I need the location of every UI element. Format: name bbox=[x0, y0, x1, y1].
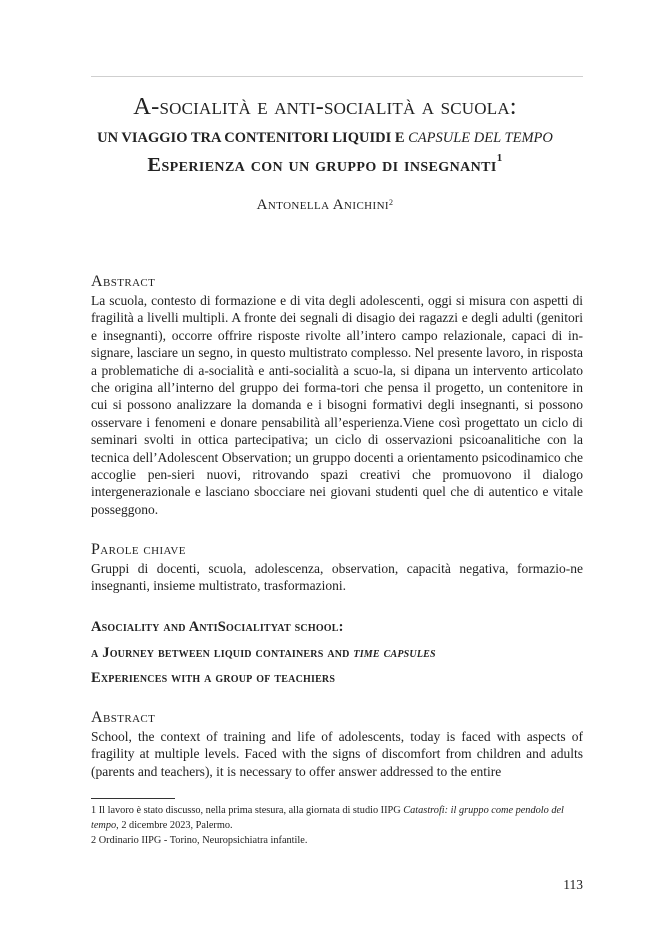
english-title-line2-italic: time capsules bbox=[353, 645, 436, 661]
keywords-heading: Parole chiave bbox=[91, 541, 186, 558]
footnote-1-plain: 1 Il lavoro è stato discusso, nella prima stesura, alla giornata di studio IIPG bbox=[91, 805, 404, 816]
author-name: Antonella Anichini bbox=[256, 197, 389, 213]
article-subheading bbox=[0, 154, 650, 177]
footnote-1-italic: Catastrofi: il gruppo come pendolo del tempo bbox=[91, 805, 564, 831]
page-number: 113 bbox=[563, 877, 583, 892]
footnote-1 bbox=[91, 803, 583, 833]
footnote-2: 2 Ordinario IIPG - Torino, Neuropsichiatra infantile. bbox=[91, 835, 308, 846]
experience-text: Esperienza con un gruppo di insegnanti bbox=[147, 154, 497, 176]
english-title-line3: Experiences with a group of teachiers bbox=[91, 670, 336, 686]
keywords-text: Gruppi di docenti, scuola, adolescenza, observation, capacità negativa, formazio-ne insegnanti, insieme multistrato, trasformazioni. bbox=[91, 561, 583, 594]
abstract-it-text: La scuola, contesto di formazione e di vita degli adolescenti, oggi si misura con aspetti di fragilità a livelli multipli. A fronte dei segnali di disagio dei ragazzi e degli adulti (genitori e insegnanti), occorre offrire risposte rivolte all’intero campo relazionale, capaci di in-signare, lasciare un segno, in questo multistrato complesso. Nel presente lavoro, in risposta a problematiche di a-socialità e anti-socialità a scuo-la, si dipana un intervento articolato che origina all’interno del gruppo dei forma-tori che pensa il progetto, un contenitore in cui si possono analizzare la domanda e i bisogni formativi degli insegnanti, si possono osservare i fenomeni e donare pensabilità all’esperienza.Viene così progettato un ciclo di seminari svolti in ottica partecipativa; un ciclo di osservazioni psicoanalitiche con la tecnica dell’Adolescent Observation; un gruppo docenti a orientamento psicodinamico che accoglie pen-sieri nuovi, ritrovando spazi creativi che promuovono il dialogo intergenerazionale e lasciano sbocciare nei giovani studenti quel che di autentico e vitale posseggono. bbox=[91, 293, 583, 517]
footnote-1-end: , 2 dicembre 2023, Palermo. bbox=[116, 820, 233, 831]
footnote-ref-1[interactable]: 1 bbox=[496, 152, 503, 164]
english-title-line2-plain: a Journey between liquid containers and bbox=[91, 645, 354, 661]
footnotes bbox=[91, 803, 583, 848]
abstract-en-heading: Abstract bbox=[91, 709, 156, 726]
abstract-en-text: School, the context of training and life of adolescents, today is faced with aspects of fragility at multiple levels. Faced with the signs of discomfort from children and adults (parents and teachers), it is necessary to offer answer addressed to the entire bbox=[91, 729, 583, 779]
article-title: A-socialità e anti-socialità a scuola: bbox=[133, 93, 517, 120]
english-title-line2 bbox=[91, 645, 436, 662]
subtitle-italic: CAPSULE DEL TEMPO bbox=[408, 130, 553, 146]
header-rule bbox=[91, 76, 583, 77]
article-subtitle bbox=[0, 130, 650, 147]
abstract-it-heading: Abstract bbox=[91, 273, 156, 290]
footnote-rule bbox=[91, 798, 175, 799]
author-line bbox=[0, 197, 650, 214]
subtitle-plain: UN VIAGGIO TRA CONTENITORI LIQUIDI E bbox=[97, 130, 409, 146]
footnote-ref-2[interactable]: 2 bbox=[389, 198, 394, 207]
english-title-line1: Asociality and AntiSocialityat school: bbox=[91, 619, 344, 635]
